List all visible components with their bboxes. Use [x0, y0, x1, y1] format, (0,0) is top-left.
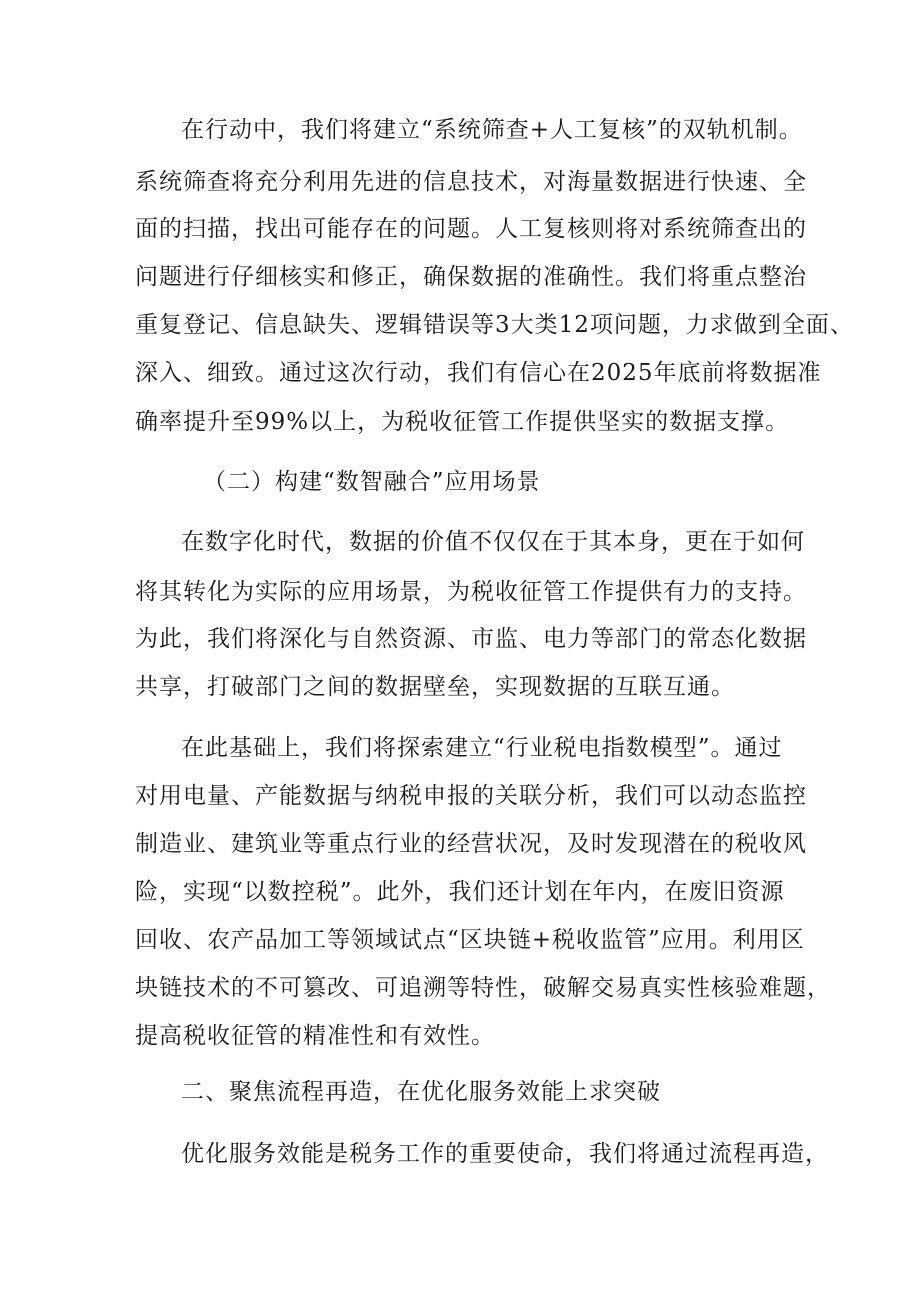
section-heading: 二、聚焦流程再造，在优化服务效能上求突破 — [181, 1079, 661, 1105]
paragraph-3-line-7: 提高税收征管的精准性和有效性。 — [135, 1023, 495, 1049]
paragraph-3-line-5: 回收、农产品加工等领域试点“区块链+税收监管”应用。利用区 — [135, 927, 805, 953]
paragraph-1-line-6: 深入、细致。通过这次行动，我们有信心在2025年底前将数据准 — [135, 360, 822, 386]
paragraph-4-line-1: 优化服务效能是税务工作的重要使命，我们将通过流程再造， — [181, 1141, 829, 1167]
paragraph-1-line-1: 在行动中，我们将建立“系统筛查+人工复核”的双轨机制。 — [181, 117, 803, 143]
paragraph-3-line-6: 块链技术的不可篡改、可追溯等特性，破解交易真实性核验难题， — [135, 975, 831, 1001]
paragraph-3-line-3: 制造业、建筑业等重点行业的经营状况，及时发现潜在的税收风 — [135, 831, 807, 857]
paragraph-1-line-3: 面的扫描，找出可能存在的问题。人工复核则将对系统筛查出的 — [135, 216, 807, 242]
paragraph-1-line-5: 重复登记、信息缺失、逻辑错误等3大类12项问题，力求做到全面、 — [135, 312, 854, 338]
paragraph-2-line-1: 在数字化时代，数据的价值不仅仅在于其本身，更在于如何 — [181, 529, 805, 555]
paragraph-3-line-2: 对用电量、产能数据与纳税申报的关联分析，我们可以动态监控 — [135, 783, 807, 809]
paragraph-1-line-2: 系统筛查将充分利用先进的信息技术，对海量数据进行快速、全 — [135, 169, 807, 195]
paragraph-1-line-7: 确率提升至99%以上，为税收征管工作提供坚实的数据支撑。 — [135, 409, 790, 435]
paragraph-3-line-1: 在此基础上，我们将探索建立“行业税电指数模型”。通过 — [181, 735, 783, 761]
paragraph-2-line-3: 为此，我们将深化与自然资源、市监、电力等部门的常态化数据 — [135, 626, 807, 652]
paragraph-1-line-4: 问题进行仔细核实和修正，确保数据的准确性。我们将重点整治 — [135, 264, 807, 290]
paragraph-2-line-2: 将其转化为实际的应用场景，为税收征管工作提供有力的支持。 — [135, 579, 807, 605]
paragraph-3-line-4: 险，实现“以数控税”。此外，我们还计划在年内，在废旧资源 — [135, 879, 785, 905]
paragraph-2-line-4: 共享，打破部门之间的数据壁垒，实现数据的互联互通。 — [135, 674, 735, 700]
subheading: （二）构建“数智融合”应用场景 — [203, 469, 541, 495]
